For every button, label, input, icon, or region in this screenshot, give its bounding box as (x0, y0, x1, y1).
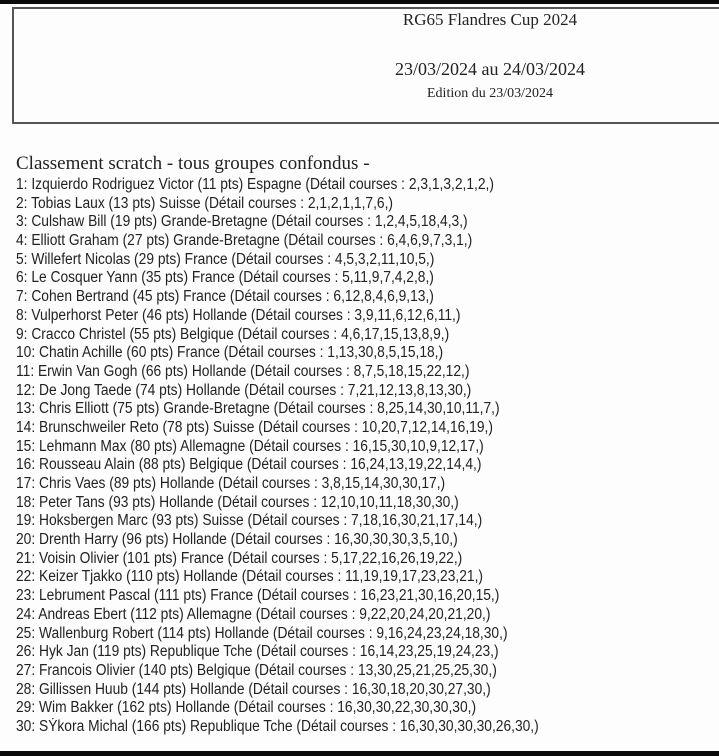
ranking-row: 6: Le Cosquer Yann (35 pts) France (Détail courses : 5,11,9,7,4,2,8,) (16, 269, 434, 287)
ranking-row: 26: Hyk Jan (119 pts) Republique Tche (Détail courses : 16,14,23,25,19,24,23,) (16, 643, 499, 661)
ranking-row: 20: Drenth Harry (96 pts) Hollande (Détail courses : 16,30,30,30,3,5,10,) (16, 531, 458, 549)
bottom-border-bar (0, 751, 719, 756)
ranking-row: 30: SÝkora Michal (166 pts) Republique Tche (Détail courses : 16,30,30,30,30,26,30,) (16, 717, 539, 735)
ranking-row: 27: Francois Olivier (140 pts) Belgique (Détail courses : 13,30,25,21,25,25,30,) (16, 661, 497, 679)
ranking-row: 11: Erwin Van Gogh (66 pts) Hollande (Détail courses : 8,7,5,18,15,22,12,) (16, 362, 470, 380)
event-dates: 23/03/2024 au 24/03/2024 (395, 59, 585, 79)
ranking-row: 3: Culshaw Bill (19 pts) Grande-Bretagne (Détail courses : 1,2,4,5,18,4,3,) (16, 213, 468, 231)
ranking-row: 7: Cohen Bertrand (45 pts) France (Détail courses : 6,12,8,4,6,9,13,) (16, 288, 434, 306)
ranking-title: Classement scratch - tous groupes confondus - (16, 153, 370, 174)
ranking-row: 8: Vulperhorst Peter (46 pts) Hollande (Détail courses : 3,9,11,6,12,6,11,) (16, 306, 461, 324)
ranking-row: 22: Keizer Tjakko (110 pts) Hollande (Détail courses : 11,19,19,17,23,23,21,) (16, 568, 483, 586)
ranking-row: 4: Elliott Graham (27 pts) Grande-Bretagne (Détail courses : 6,4,6,9,7,3,1,) (16, 232, 473, 250)
ranking-row: 16: Rousseau Alain (88 pts) Belgique (Détail courses : 16,24,13,19,22,14,4,) (16, 456, 482, 474)
ranking-row: 25: Wallenburg Robert (114 pts) Hollande (Détail courses : 9,16,24,23,24,18,30,) (16, 624, 508, 642)
ranking-row: 9: Cracco Christel (55 pts) Belgique (Détail courses : 4,6,17,15,13,8,9,) (16, 325, 450, 343)
ranking-row: 14: Brunschweiler Reto (78 pts) Suisse (Détail courses : 10,20,7,12,14,16,19,) (16, 418, 493, 436)
ranking-list (16, 176, 603, 737)
ranking-row: 21: Voisin Olivier (101 pts) France (Détail courses : 5,17,22,16,26,19,22,) (16, 549, 463, 567)
event-title: RG65 Flandres Cup 2024 (402, 10, 578, 29)
ranking-row: 2: Tobias Laux (13 pts) Suisse (Détail courses : 2,1,2,1,1,7,6,) (16, 194, 394, 212)
ranking-row: 17: Chris Vaes (89 pts) Hollande (Détail courses : 3,8,15,14,30,30,17,) (16, 475, 446, 492)
ranking-row: 24: Andreas Ebert (112 pts) Allemagne (Détail courses : 9,22,20,24,20,21,20,) (16, 605, 491, 623)
ranking-row: 12: De Jong Taede (74 pts) Hollande (Détail courses : 7,21,12,13,8,13,30,) (16, 381, 472, 399)
ranking-row: 18: Peter Tans (93 pts) Hollande (Détail courses : 12,10,10,11,18,30,30,) (16, 493, 459, 511)
ranking-row: 29: Wim Bakker (162 pts) Hollande (Détail courses : 16,30,30,22,30,30,30,) (16, 699, 477, 717)
ranking-row: 19: Hoksbergen Marc (93 pts) Suisse (Détail courses : 7,18,16,30,21,17,14,) (16, 512, 483, 530)
ranking-row: 15: Lehmann Max (80 pts) Allemagne (Détail courses : 16,15,30,10,9,12,17,) (16, 437, 484, 455)
ranking-row: 13: Chris Elliott (75 pts) Grande-Bretagne (Détail courses : 8,25,14,30,10,11,7,) (16, 400, 500, 418)
ranking-row: 10: Chatin Achille (60 pts) France (Détail courses : 1,13,30,8,5,15,18,) (16, 344, 444, 362)
ranking-row: 5: Willefert Nicolas (29 pts) France (Détail courses : 4,5,3,2,11,10,5,) (16, 250, 435, 268)
ranking-row: 28: Gillissen Huub (144 pts) Hollande (Détail courses : 16,30,18,20,30,27,30,) (16, 680, 491, 698)
ranking-row: 1: Izquierdo Rodriguez Victor (11 pts) Espagne (Détail courses : 2,3,1,3,2,1,2,) (16, 176, 494, 193)
edition-date: Edition du 23/03/2024 (427, 86, 553, 101)
top-border-bar (0, 0, 719, 4)
ranking-row: 23: Lebrument Pascal (111 pts) France (Détail courses : 16,23,21,30,16,20,15,) (16, 587, 500, 605)
